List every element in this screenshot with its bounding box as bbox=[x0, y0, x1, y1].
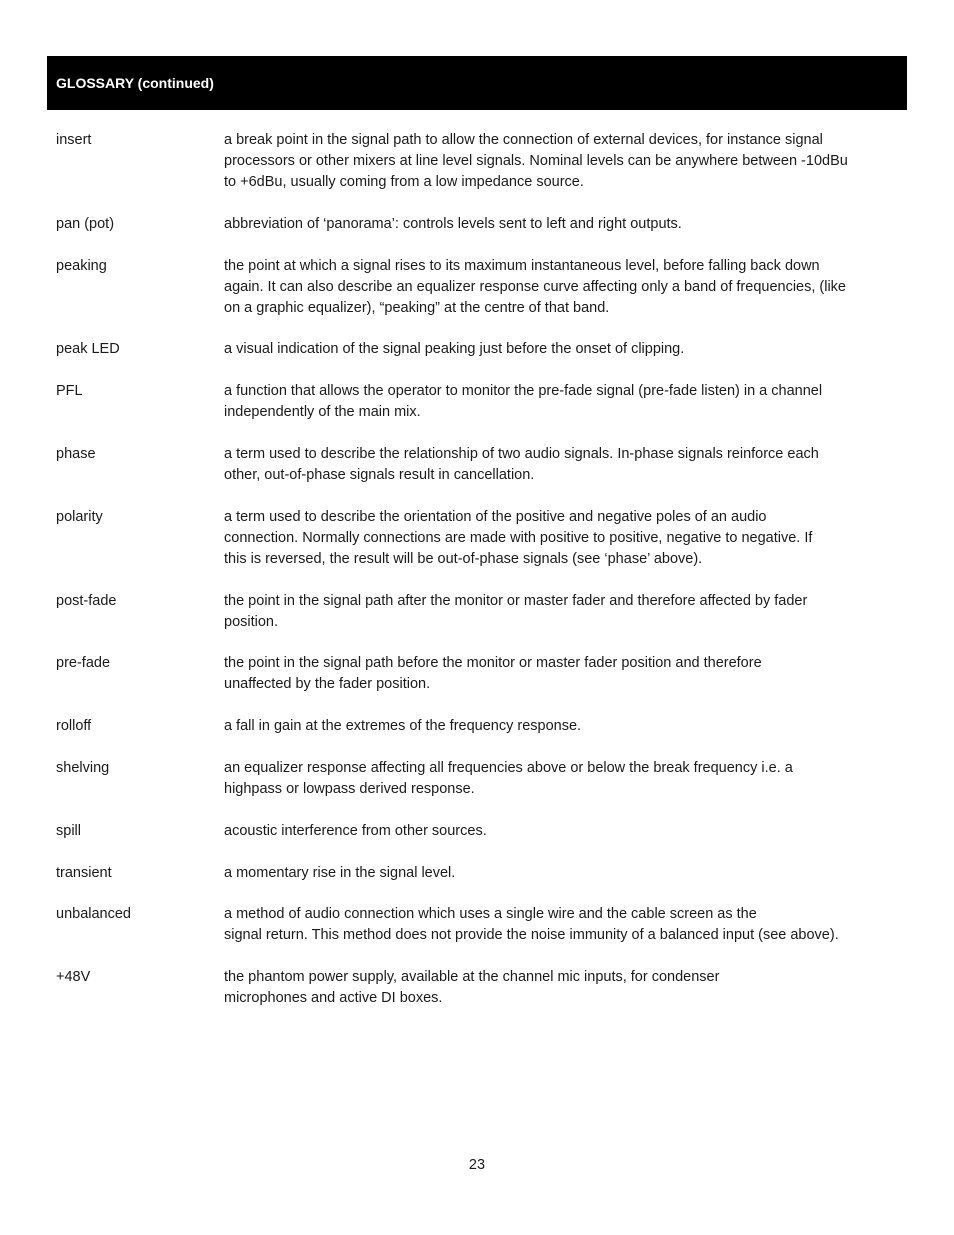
definition-line: an equalizer response affecting all frequencies above or below the break frequency i.e. a bbox=[224, 760, 793, 776]
glossary-term: peaking bbox=[56, 258, 107, 274]
glossary-term: PFL bbox=[56, 383, 83, 399]
definition-line: connection. Normally connections are made with positive to positive, negative to negative. If bbox=[224, 530, 813, 546]
glossary-definition bbox=[224, 653, 902, 695]
definition-line: on a graphic equalizer), “peaking” at the centre of that band. bbox=[224, 300, 610, 316]
glossary-definition bbox=[224, 130, 902, 193]
definition-line: independently of the main mix. bbox=[224, 404, 421, 420]
definition-line: a visual indication of the signal peaking just before the onset of clipping. bbox=[224, 341, 685, 357]
definition-line: a break point in the signal path to allow the connection of external devices, for instance signal bbox=[224, 132, 823, 148]
glossary-definition bbox=[224, 863, 902, 884]
definition-line: a momentary rise in the signal level. bbox=[224, 865, 456, 881]
glossary-term: peak LED bbox=[56, 341, 120, 357]
glossary-definition bbox=[224, 256, 902, 319]
glossary-definition bbox=[224, 967, 902, 1009]
glossary-definition bbox=[224, 716, 902, 737]
definition-line: this is reversed, the result will be out-of-phase signals (see ‘phase’ above). bbox=[224, 551, 703, 567]
definition-line: a term used to describe the orientation of the positive and negative poles of an audio bbox=[224, 509, 767, 525]
definition-line: to +6dBu, usually coming from a low impedance source. bbox=[224, 174, 584, 190]
glossary-definition bbox=[224, 758, 902, 800]
glossary-term: pre-fade bbox=[56, 655, 111, 671]
definition-line: the point in the signal path after the monitor or master fader and therefore affected by fader bbox=[224, 593, 808, 609]
definition-line: abbreviation of ‘panorama’: controls levels sent to left and right outputs. bbox=[224, 216, 682, 232]
glossary-definition bbox=[224, 339, 902, 360]
glossary-term: unbalanced bbox=[56, 906, 131, 922]
definition-line: the point at which a signal rises to its maximum instantaneous level, before falling back down bbox=[224, 258, 820, 274]
definition-line: unaffected by the fader position. bbox=[224, 676, 431, 692]
definition-line: the phantom power supply, available at the channel mic inputs, for condenser bbox=[224, 969, 720, 985]
definition-line: highpass or lowpass derived response. bbox=[224, 781, 475, 797]
glossary-term: pan (pot) bbox=[56, 216, 115, 232]
glossary-term: +48V bbox=[56, 969, 91, 985]
definition-line: signal return. This method does not provide the noise immunity of a balanced input (see above). bbox=[224, 927, 839, 943]
glossary-term: polarity bbox=[56, 509, 103, 525]
definition-line: a term used to describe the relationship of two audio signals. In-phase signals reinforce each bbox=[224, 446, 819, 462]
glossary-definition bbox=[224, 904, 902, 946]
definition-line: acoustic interference from other sources. bbox=[224, 823, 487, 839]
definition-line: other, out-of-phase signals result in cancellation. bbox=[224, 467, 535, 483]
glossary-term: transient bbox=[56, 865, 112, 881]
definition-line: processors or other mixers at line level signals. Nominal levels can be anywhere between -10dBu bbox=[224, 153, 848, 169]
glossary-header bbox=[47, 56, 907, 110]
page-number: 23 bbox=[468, 1157, 486, 1173]
glossary-term: shelving bbox=[56, 760, 110, 776]
definition-line: again. It can also describe an equalizer response curve affecting only a band of frequencies, (like bbox=[224, 279, 846, 295]
definition-line: a fall in gain at the extremes of the frequency response. bbox=[224, 718, 582, 734]
definition-line: microphones and active DI boxes. bbox=[224, 990, 443, 1006]
glossary-definition bbox=[224, 214, 902, 235]
glossary-definition bbox=[224, 444, 902, 486]
definition-line: a method of audio connection which uses a single wire and the cable screen as the bbox=[224, 906, 757, 922]
glossary-term: phase bbox=[56, 446, 96, 462]
glossary-definition bbox=[224, 381, 902, 423]
glossary-term: spill bbox=[56, 823, 81, 839]
glossary-header-title: GLOSSARY (continued) bbox=[56, 75, 214, 91]
glossary-definition bbox=[224, 591, 902, 633]
glossary-term: insert bbox=[56, 132, 92, 148]
definition-line: the point in the signal path before the monitor or master fader position and therefore bbox=[224, 655, 762, 671]
glossary-term: post-fade bbox=[56, 593, 117, 609]
definition-line: position. bbox=[224, 614, 279, 630]
glossary-definition bbox=[224, 821, 902, 842]
glossary-definition bbox=[224, 507, 902, 570]
definition-line: a function that allows the operator to monitor the pre-fade signal (pre-fade listen) in a channel bbox=[224, 383, 823, 399]
glossary-term: rolloff bbox=[56, 718, 92, 734]
